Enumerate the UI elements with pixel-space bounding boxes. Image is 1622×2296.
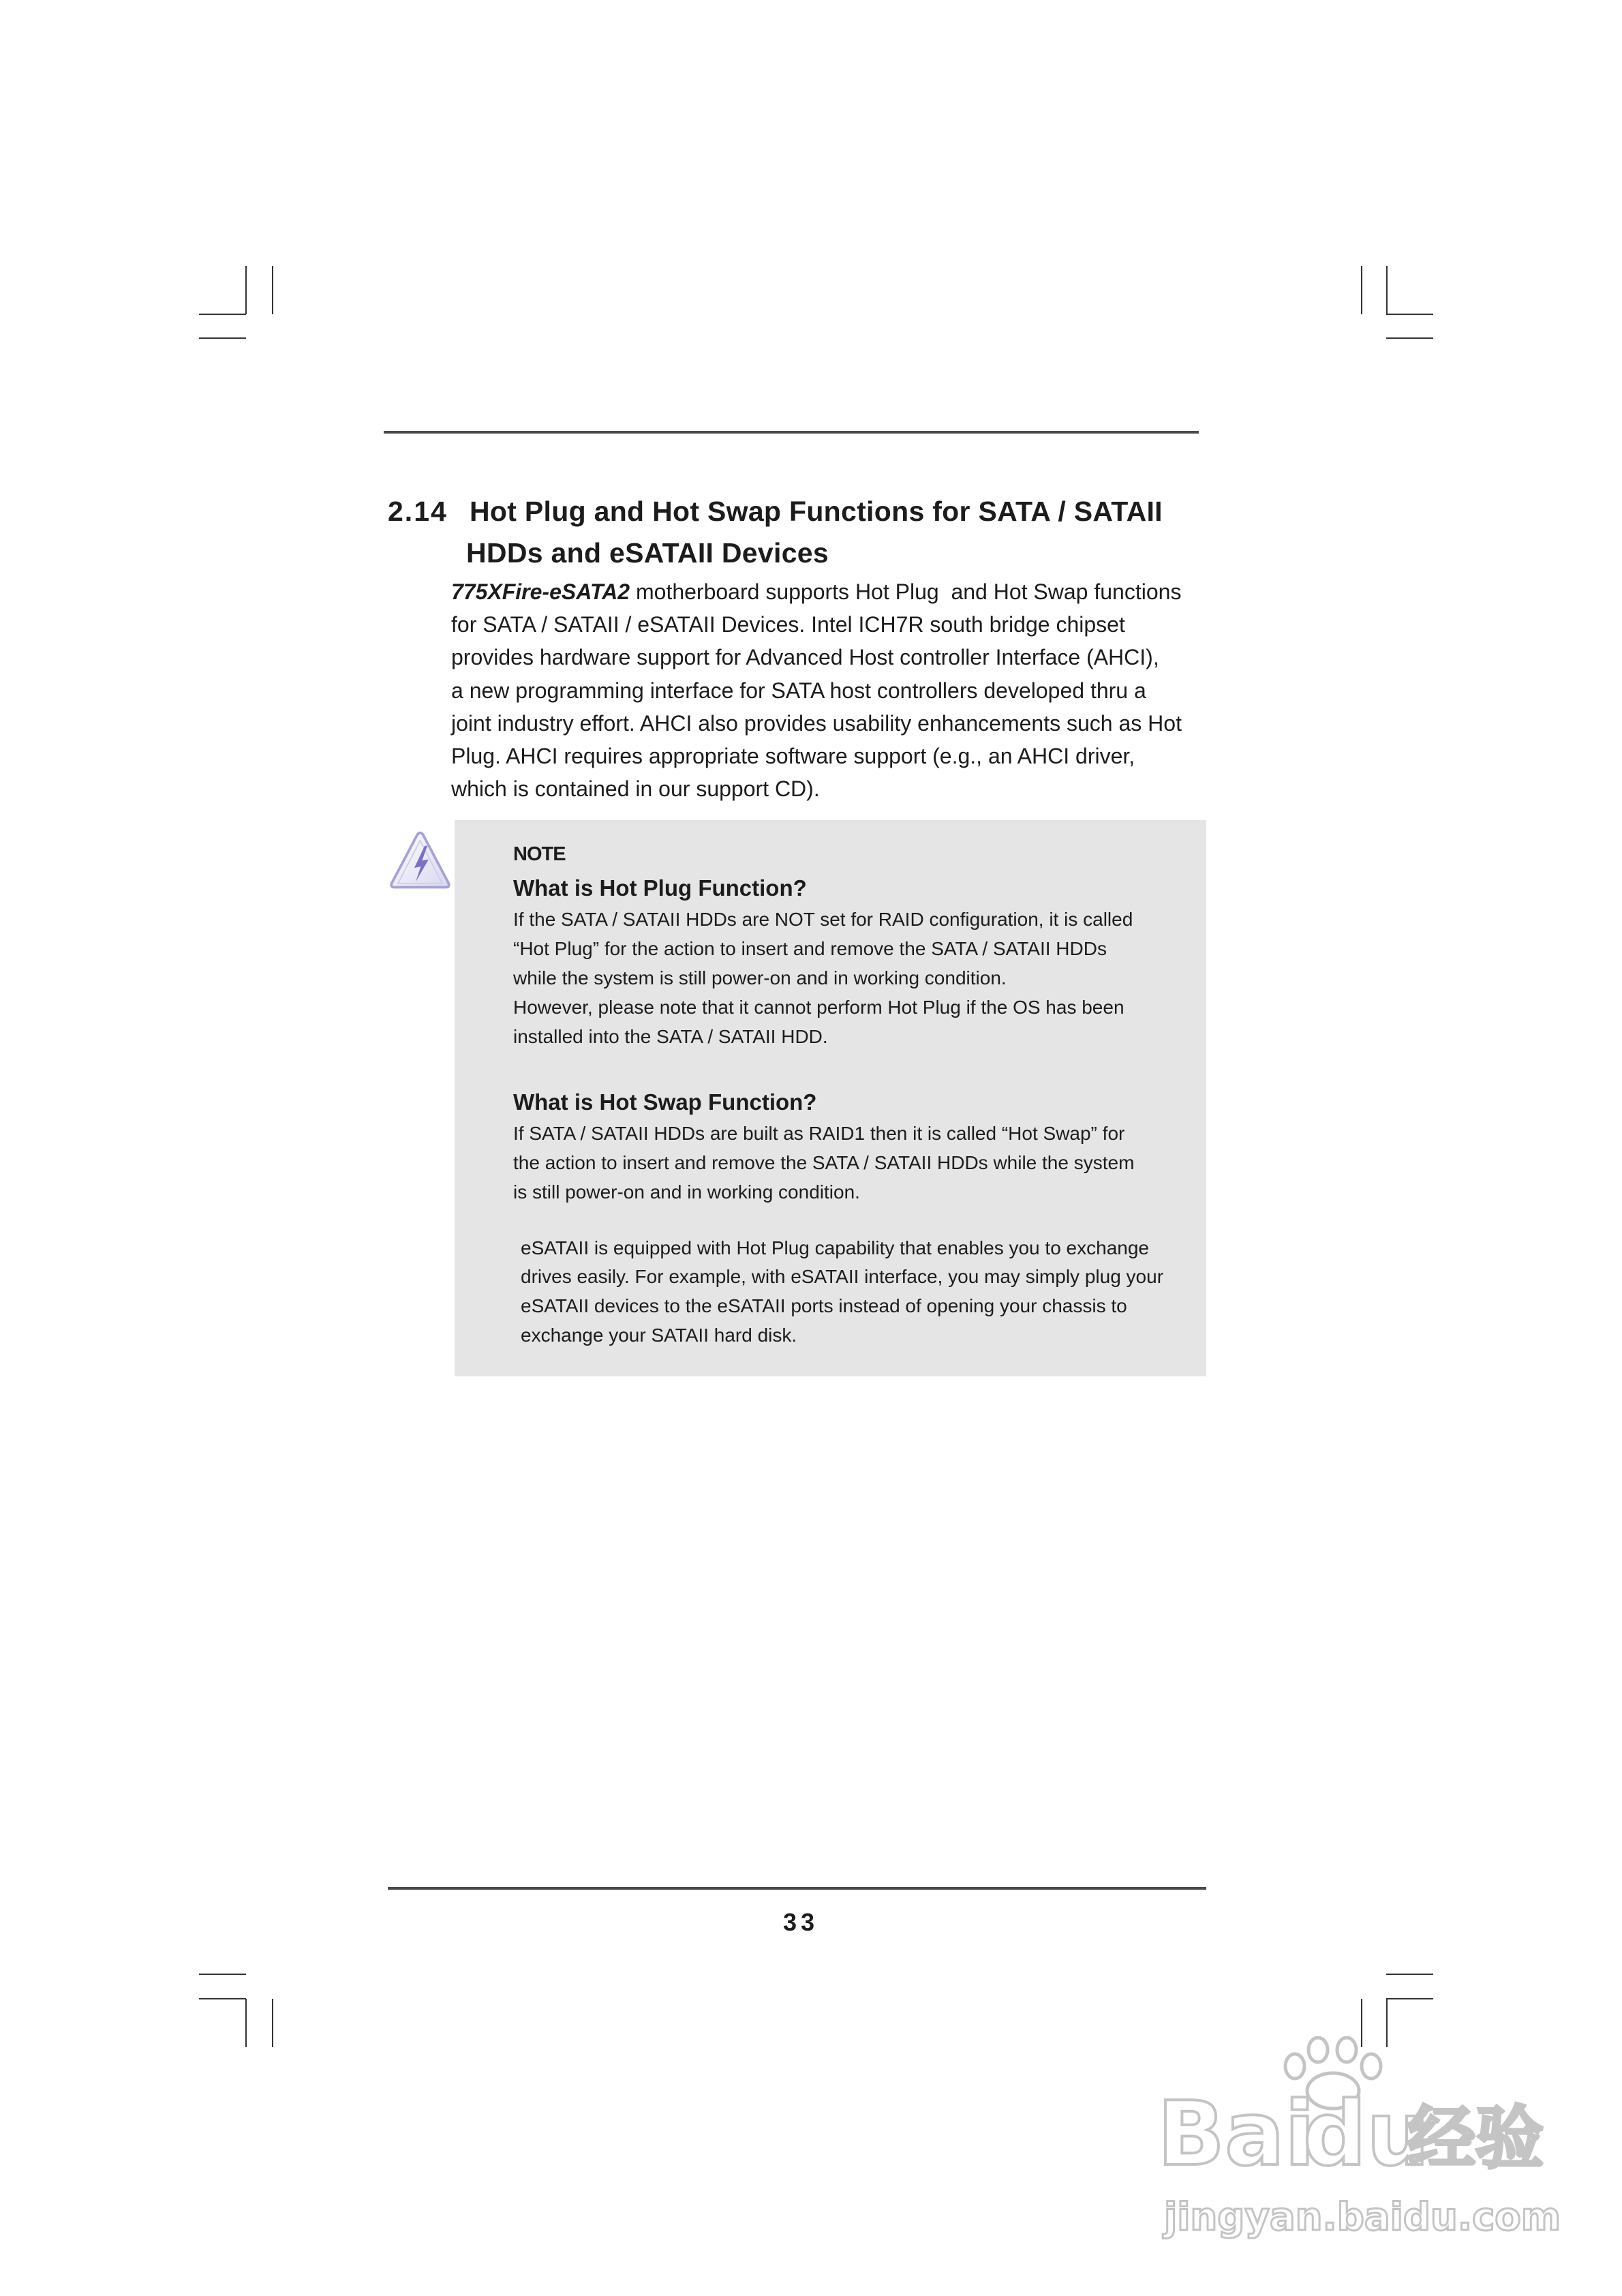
crop-mark (272, 266, 273, 314)
note-line: installed into the SATA / SATAII HDD. (513, 1025, 828, 1047)
crop-mark (1361, 266, 1362, 314)
section-title-line-1: Hot Plug and Hot Swap Functions for SATA / SATAII (470, 496, 1163, 527)
note-line: eSATAII is equipped with Hot Plug capability that enables you to exchange (521, 1237, 1149, 1258)
crop-mark (1386, 266, 1388, 314)
crop-mark (272, 1999, 273, 2047)
note-line: is still power-on and in working condition. (513, 1181, 860, 1203)
watermark-brand-right: du (1303, 2082, 1430, 2186)
warning-icon (388, 829, 453, 894)
crop-mark (199, 1998, 246, 1999)
note-label: NOTE (513, 843, 566, 865)
esata-text (521, 1234, 1163, 1350)
crop-mark (1386, 337, 1433, 339)
header-rule (384, 431, 1199, 434)
paragraph-line (451, 575, 1182, 608)
page-number: 33 (782, 1908, 819, 1936)
section-number: 2.14 (388, 496, 448, 527)
crop-mark (1386, 1974, 1433, 1975)
paragraph-line: a new programming interface for SATA host controllers developed thru a (451, 678, 1146, 703)
watermark-url: jingyan.baidu.com (1164, 2195, 1561, 2239)
hot-swap-text (513, 1119, 1134, 1207)
hot-plug-heading: What is Hot Plug Function? (513, 875, 807, 901)
model-name: 775XFire-eSATA2 (451, 579, 630, 604)
section-title-line-2: HDDs and eSATAII Devices (466, 537, 829, 569)
crop-mark (199, 337, 246, 339)
note-line: “Hot Plug” for the action to insert and remove the SATA / SATAII HDDs (513, 937, 1107, 959)
hot-swap-heading: What is Hot Swap Function? (513, 1089, 817, 1115)
note-line: drives easily. For example, with eSATAII interface, you may simply plug your (521, 1266, 1164, 1288)
crop-mark (245, 1999, 247, 2047)
paragraph-line: for SATA / SATAII / eSATAII Devices. Intel ICH7R south bridge chipset (451, 612, 1125, 637)
note-line: eSATAII devices to the eSATAII ports instead of opening your chassis to (521, 1295, 1127, 1316)
note-line: However, please note that it cannot perform Hot Plug if the OS has been (513, 996, 1124, 1018)
crop-mark (245, 266, 247, 314)
paragraph-line: provides hardware support for Advanced Host controller Interface (AHCI), (451, 645, 1159, 670)
note-line: If SATA / SATAII HDDs are built as RAID1 then it is called “Hot Swap” for (513, 1122, 1125, 1144)
paragraph-line: which is contained in our support CD). (451, 776, 820, 802)
paragraph-line-text: motherboard supports Hot Plug and Hot Swap functions (635, 579, 1182, 604)
paragraph-line: joint industry effort. AHCI also provides usability enhancements such as Hot (451, 710, 1182, 736)
note-line: exchange your SATAII hard disk. (521, 1324, 797, 1346)
footer-rule (388, 1887, 1206, 1890)
crop-mark (1386, 1998, 1433, 1999)
hot-plug-text (513, 905, 1133, 1051)
note-box (455, 820, 1206, 1376)
note-line: If the SATA / SATAII HDDs are NOT set for RAID configuration, it is called (513, 908, 1133, 930)
watermark-brand-left: Bai (1157, 2082, 1315, 2186)
paragraph-line: Plug. AHCI requires appropriate software support (e.g., an AHCI driver, (451, 743, 1135, 768)
note-line: while the system is still power-on and in working condition. (513, 967, 1007, 988)
note-line: the action to insert and remove the SATA / SATAII HDDs while the system (513, 1151, 1135, 1173)
watermark-brand-cjk: 经验 (1407, 2098, 1544, 2178)
intro-paragraph (451, 575, 1182, 805)
crop-mark (1386, 314, 1433, 315)
section-title (466, 491, 1163, 574)
crop-mark (199, 314, 246, 315)
crop-mark (199, 1974, 246, 1975)
